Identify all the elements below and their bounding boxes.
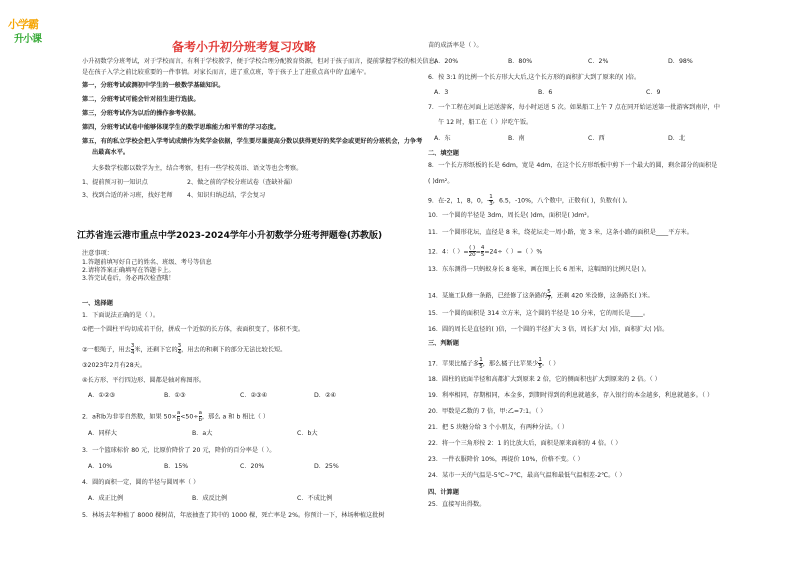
section-heading: 四、计算题 xyxy=(428,489,459,496)
question-text: 11．一个圆形花坛，直径是 8 米，绕花坛走一周小路，宽 3 米，这条小路的面积是____平方米。 xyxy=(428,229,693,236)
choice[interactable]: D．98% xyxy=(668,58,693,65)
notice-head: 注意事项： xyxy=(82,250,113,257)
choice[interactable]: A．10% xyxy=(88,463,113,470)
question-option: ①把一个圆柱平均切成若干份，拼成一个近似的长方体，表面积变了，体积不变。 xyxy=(82,326,305,333)
choice[interactable]: C．20% xyxy=(240,463,265,470)
point-item: 第五，有的私立学校会把入学考试成绩作为奖学金依据，学生要尽量提高分数以获得更好的奖学金或更好的分班机会，力争考 xyxy=(82,138,423,145)
exam-title: 江苏省连云港市重点中学2023-2024学年小升初数学分班考押题卷(苏教版) xyxy=(77,231,383,241)
question-text: 20．甲数是乙数的 7 倍，甲:乙=7:1。（ ） xyxy=(428,408,547,415)
question-text: 苗的成活率是（ ）。 xyxy=(428,42,483,49)
question-text: 9．在-2，1，8，0，- $\frac{1}{3}$ ，6.5，-10%，八个数中，正数有( )，负数有( )。 xyxy=(428,194,632,207)
question-text: 1．下面说法正确的是（ ）。 xyxy=(82,312,160,319)
question-text: 4．圆的面积一定，圆的半径与圆周率（ ） xyxy=(82,479,200,486)
intro-line: 是在孩子入学之前比较重要的一件事情。对家长而言，进了重点班，等于孩子上了进重点高中的'直通车'。 xyxy=(82,69,371,76)
choice[interactable]: C．b大 xyxy=(297,430,318,437)
fraction: $\frac{1}{5}$ xyxy=(479,357,483,370)
point-item: 第三，分班考试作为以后的操作参考依据。 xyxy=(82,110,200,117)
choice[interactable]: B．15% xyxy=(164,463,189,470)
fraction: $\frac{( )}{20}$ xyxy=(468,245,476,258)
fraction: $\frac{3}{4}$ xyxy=(130,343,135,356)
choice[interactable]: A．3 xyxy=(434,89,449,96)
choice[interactable]: B．a大 xyxy=(192,430,213,437)
choice[interactable]: A．同样大 xyxy=(88,430,117,437)
tip-item: 1、提前预习初一知识点 xyxy=(82,179,148,186)
choice[interactable]: A．成正比例 xyxy=(88,495,124,502)
choice[interactable]: B．成反比例 xyxy=(192,495,228,502)
choice[interactable]: C．9 xyxy=(646,89,661,96)
point-item: 第四，分班考试试卷中能够体现学生的数学思维能力和平常的学习态度。 xyxy=(82,124,280,131)
choice[interactable]: C．不成比例 xyxy=(297,495,333,502)
question-text: 14．某施工队修一条路，已经修了这条路的 $\frac{5}{7}$ ，还剩 420 米没修，这条路长( )米。 xyxy=(428,289,654,302)
question-text: 18．圆柱的底面半径和高都扩大到原来 2 倍，它的侧面积也扩大到原来的 2 倍。（ ） xyxy=(428,376,661,383)
notice-item: 3.答完试卷后，务必再次检查哦！ xyxy=(82,275,175,282)
question-text: 7．一个工程在河面上运送游客，每小时运送 5 次。如果船工上午 7 点在同开始运送第一批游客到南岸，中 xyxy=(428,104,720,111)
choice[interactable]: D．北 xyxy=(668,135,686,142)
tip-text: 大多数学校都以数学为主，结合考察，但有一些学校英语、语文等也会考察。 xyxy=(92,165,303,172)
question-option: ②一根绳子，用去 $\frac{3}{4}$ 米，还剩下它的 $\frac{3}{4}$ ，用去的和剩下的部分无法比较长短。 xyxy=(82,343,287,356)
choice[interactable]: C．②③④ xyxy=(240,392,268,399)
notice-item: 1.答题前填写好自己的姓名、班级、考号等信息 xyxy=(82,259,212,266)
tip-item: 4、知识归纳总结，学会复习 xyxy=(187,192,266,199)
fraction: $\frac{a}{b}$ xyxy=(198,410,202,423)
section-heading: 一、选择题 xyxy=(82,300,113,307)
question-text: 22．将一个三角形按 2：1 的比放大后，面积是原来面积的 4 倍。（ ） xyxy=(428,440,622,447)
fraction: $\frac{a}{b}$ xyxy=(176,410,181,423)
question-text: 12．4：（ ）= $\frac{( )}{20}$ = $\frac{4}{5}$ =24÷（ ）=（ ）% xyxy=(428,245,543,258)
strategy-title: 备考小升初分班考复习攻略 xyxy=(172,40,317,54)
choice[interactable]: B．①③ xyxy=(164,392,186,399)
choice[interactable]: C．2% xyxy=(588,58,609,65)
choice[interactable]: D．②④ xyxy=(314,392,337,399)
question-text: 3．一个篮球标价 80 元，比原价降价了 20 元，降价的百分率是（ ）。 xyxy=(82,447,276,454)
choice[interactable]: A．20% xyxy=(434,58,459,65)
fraction: $\frac{4}{5}$ xyxy=(480,245,485,258)
intro-line: 小升初数学分班考试，对于学校而言，有利于学校教学，便于学校合理分配教育资源，但对于孩子而言，提前掌握学校的相关信息， xyxy=(82,58,441,65)
section-heading: 三、判断题 xyxy=(428,340,459,347)
question-text: 16．圆的周长是直径的( )倍，一个圆的半径扩大 3 倍，周长扩大( )倍，面积扩大( )倍。 xyxy=(428,326,669,333)
question-option: ④长方形、平行四边形、圆都是轴对称图形。 xyxy=(82,377,206,384)
logo-line2: 升小课 xyxy=(14,34,41,45)
fraction: $\frac{1}{3}$ xyxy=(489,194,493,207)
fraction: $\frac{1}{5}$ xyxy=(538,357,542,370)
tip-item: 2、做之前的学校分班试卷（查缺补漏） xyxy=(187,179,297,186)
question-text: 15．一个圆的面积是 314 立方米，这个圆的半径是 10 分米，它的周长是____。 xyxy=(428,310,650,317)
question-text: 17．苹果比橘子多 $\frac{1}{5}$ ，那么橘子比苹果少 $\frac{1}{5}$ 。（ ） xyxy=(428,357,560,370)
logo-line1: 小学霸 xyxy=(8,18,38,31)
choice[interactable]: B．南 xyxy=(508,135,525,142)
point-item: 第二，分班考试可能会针对招生进行选拔。 xyxy=(82,96,200,103)
choice[interactable]: D．25% xyxy=(314,463,339,470)
choice[interactable]: C．西 xyxy=(588,135,605,142)
point-item: 出最高水平。 xyxy=(92,149,130,156)
question-text: 19．利率相同，存期相同，本金多，到期时得到的利息就越多，存入银行的本金越多，利息就越多。（ ） xyxy=(428,392,714,399)
choice[interactable]: B．80% xyxy=(508,58,533,65)
choice[interactable]: A．东 xyxy=(434,135,451,142)
choice[interactable]: A．①②③ xyxy=(88,392,116,399)
section-heading: 二、填空题 xyxy=(428,150,459,157)
question-text: 21．把 5 块糖分给 3 个小朋友，有两种分法。（ ） xyxy=(428,424,569,431)
notice-item: 2.请将答案正确填写在答题卡上。 xyxy=(82,267,175,274)
question-text: 6．按 3:1 的比例一个长方形大大后,这个长方形的面积扩大到了原来的( )倍。 xyxy=(428,74,641,81)
question-text: 13．东东测得一只蚂蚁身长 8 毫米，画在图上长 6 厘米，这幅图的比例尺是( )。 xyxy=(428,266,651,273)
choice[interactable]: B．6 xyxy=(538,89,553,96)
question-text: 5．林场去年种植了 8000 棵树苗，年底抽查了其中的 1000 棵，死亡率是 2%。你预计一下，林场种植这批树 xyxy=(82,512,385,519)
point-item: 第一，分班考试或测初中学生的一般数学基础知识。 xyxy=(82,82,225,89)
question-text: 24．某市一天的气温是-5℃~7℃，最高气温和最低气温相差-2℃。（ ） xyxy=(428,472,626,479)
question-text: 10．一个圆的半径是 3dm，周长是( )dm，面积是( )dm²。 xyxy=(428,212,593,219)
question-text: ( )dm²。 xyxy=(428,178,454,185)
fraction: $\frac{3}{4}$ xyxy=(177,343,182,356)
question-option: ③2023年2月有28天。 xyxy=(82,362,147,369)
question-text: 午 12 时，船工在（ ）岸吃午饭。 xyxy=(438,119,533,126)
logo xyxy=(8,16,56,50)
fraction: $\frac{5}{7}$ xyxy=(547,289,551,302)
tip-item: 3、找到合适的补习班，找好老师 xyxy=(82,192,173,199)
question-text: 23．一件衣服降价 10%，再提价 10%，价格不变。（ ） xyxy=(428,456,584,463)
question-text: 25．直接写出得数。 xyxy=(428,501,486,508)
question-text: 8．一个长方形纸板的长是 6dm，宽是 4dm，在这个长方形纸板中剪下一个最大的圆，剩余部分的面积是 xyxy=(428,162,718,169)
question-text: 2．a和b为非零自然数，如果 50× $\frac{a}{b}$ <50÷ $\frac{a}{b}$ ，那么 a 和 b 相比（ ） xyxy=(82,410,270,423)
